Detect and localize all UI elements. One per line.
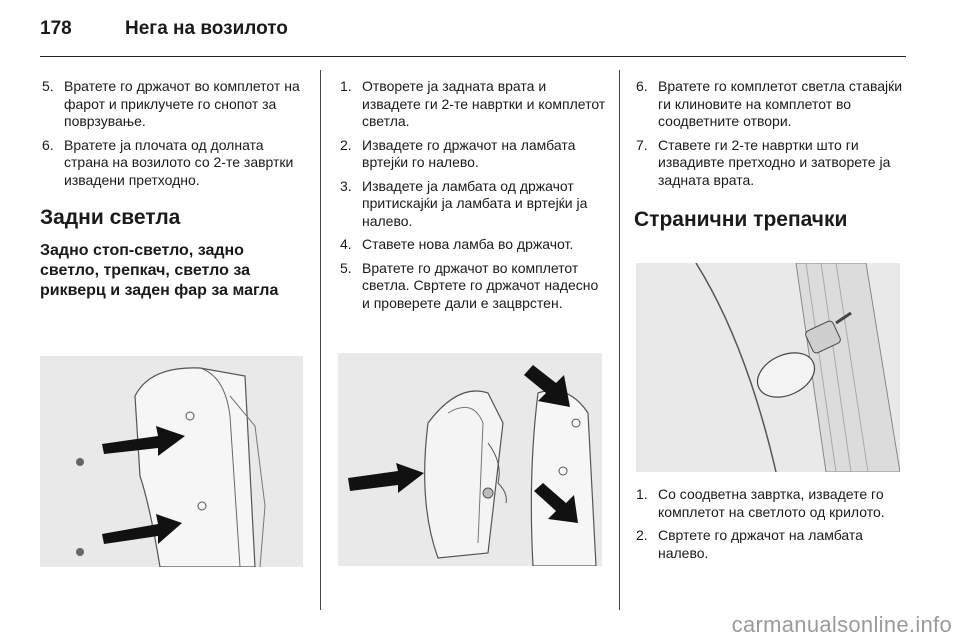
column-left [40, 78, 306, 313]
step-text: Вратете го држачот во комплетот на фарот и приклучете го снопот за поврзување. [64, 78, 300, 129]
section-title-rear-lights: Задни светла [40, 206, 181, 229]
section-title-side-indicators: Странични трепачки [634, 208, 848, 231]
step-text: Извадете го држачот на ламбата вртејќи го налево. [362, 136, 576, 170]
column-right [634, 78, 906, 243]
column-middle [338, 78, 606, 318]
list-item [634, 137, 906, 190]
step-text: Свртете го држачот на ламбата налево. [658, 527, 863, 561]
figure-light-assembly [338, 353, 602, 566]
step-text: Вратете го комплетот светла ставајќи ги клиновите на комплетот во соодветните отвори. [658, 78, 903, 129]
step-number: 3. [340, 177, 352, 194]
step-text: Ставете нова ламба во држачот. [362, 236, 574, 252]
watermark: carmanualsonline.info [731, 612, 952, 637]
step-text: Со соодветна завртка, извадете го комплетот на светлото од крилото. [658, 486, 885, 520]
step-number: 1. [636, 486, 648, 502]
step-number: 5. [340, 259, 352, 276]
subsection-title: Задно стоп-светло, задно светло, трепкач, светло за рикверц и заден фар за магла [40, 242, 279, 299]
step-number: 1. [340, 78, 352, 94]
list-item [634, 527, 906, 562]
step-text: Ставете ги 2-те навртки што ги извадивте претходно и затворете ја задната врата. [658, 136, 891, 188]
steps-list-middle [338, 78, 606, 312]
step-number: 7. [636, 136, 648, 153]
step-text: Вратете го држачот во комплетот светла. Свртете го држачот надесно и проверете дали е зацврстен. [362, 259, 599, 311]
column-divider-2 [619, 70, 620, 610]
figure-rear-light-bolts [40, 356, 303, 567]
steps-list-right-bottom [634, 486, 906, 562]
step-number: 6. [636, 78, 648, 94]
page-title: Нега на возилото [125, 18, 288, 39]
list-item [40, 137, 306, 190]
step-number: 2. [636, 527, 648, 543]
list-item [338, 178, 606, 231]
step-text: Вратете ја плочата од долната страна на возилото со 2-те завртки извадени претходно. [64, 136, 294, 188]
list-item [634, 486, 906, 521]
column-right-bottom [634, 486, 906, 568]
step-number: 2. [340, 136, 352, 153]
column-divider-1 [320, 70, 321, 610]
step-number: 6. [42, 136, 54, 153]
list-item [40, 78, 306, 131]
list-item [338, 236, 606, 254]
steps-list-right-top [634, 78, 906, 189]
figure-side-indicator [636, 263, 900, 472]
steps-list-left [40, 78, 306, 189]
list-item [338, 137, 606, 172]
list-item [634, 78, 906, 131]
step-text: Извадете ја ламбата од држачот притискајќи ја ламбата и вртејќи ја налево. [362, 177, 588, 229]
list-item [338, 78, 606, 131]
step-text: Отворете ја задната врата и извадете ги 2-те навртки и комплетот светла. [362, 78, 606, 129]
page-number: 178 [40, 18, 72, 39]
step-number: 5. [42, 78, 54, 94]
step-number: 4. [340, 236, 352, 252]
header-rule [40, 56, 906, 57]
page-header [40, 14, 906, 50]
list-item [338, 260, 606, 313]
